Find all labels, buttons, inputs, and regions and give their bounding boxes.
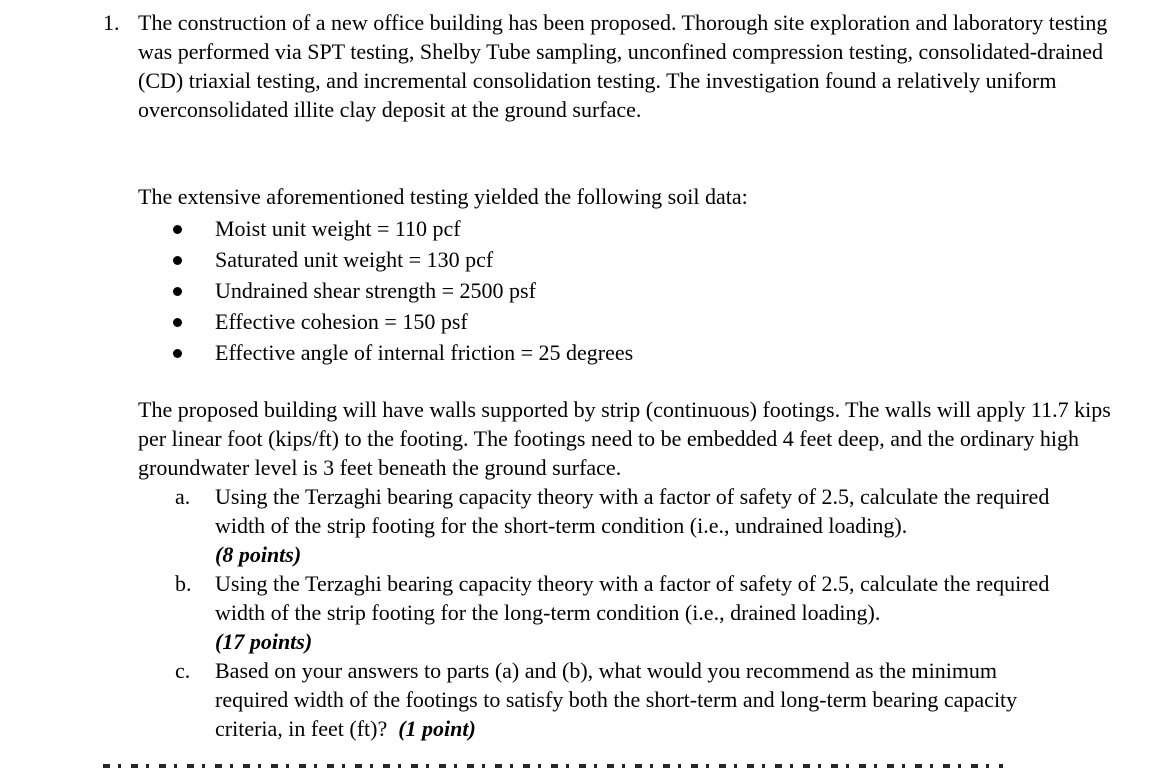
question-part-b: [0, 569, 1170, 656]
soil-data-text: Saturated unit weight = 130 pcf: [215, 247, 494, 272]
soil-data-text: Effective angle of internal friction = 25 degrees: [215, 340, 634, 365]
cutoff-text-fragment: [103, 764, 1003, 768]
soil-data-item: [0, 245, 1170, 276]
part-letter: c.: [175, 658, 191, 683]
part-text: Using the Terzaghi bearing capacity theory with a factor of safety of 2.5, calculate the required width of the strip footing for the long-term condition (i.e., drained loading).: [215, 571, 1050, 625]
soil-data-text: Moist unit weight = 110 pcf: [215, 216, 461, 241]
part-points: (17 points): [215, 629, 313, 654]
part-letter: b.: [175, 571, 192, 596]
part-text: Using the Terzaghi bearing capacity theory with a factor of safety of 2.5, calculate the required width of the strip footing for the short-term condition (i.e., undrained loading).: [215, 484, 1050, 538]
soil-data-item: [0, 276, 1170, 307]
next-question-cutoff: [0, 764, 1170, 778]
question-number: 1.: [103, 10, 120, 35]
question-parts: [0, 482, 1170, 743]
soil-data-item: [0, 307, 1170, 338]
part-text-container: [215, 569, 1075, 656]
question-intro: The construction of a new office building has been proposed. Thorough site exploration and laboratory testing was performed via SPT testing, Shelby Tube sampling, unconfined compression testing, consolidated-drained (CD) triaxial testing, and incremental consolidation testing. The investigation found a relatively uniform overconsolidated illite clay deposit at the ground surface.: [138, 10, 1108, 122]
part-text: Based on your answers to parts (a) and (b), what would you recommend as the minimum required width of the footings to satisfy both the short-term and long-term bearing capacity criteria, in feet (ft)?: [215, 658, 1018, 741]
bullet-icon: [173, 349, 182, 358]
question-part-c: [0, 656, 1170, 743]
question-part-a: [0, 482, 1170, 569]
bullet-icon: [173, 318, 182, 327]
soil-data-item: [0, 338, 1170, 369]
soil-data-text: Undrained shear strength = 2500 psf: [215, 278, 536, 303]
part-points: (1 point): [398, 716, 476, 741]
bullet-icon: [173, 256, 182, 265]
part-text-container: [215, 482, 1075, 569]
part-letter: a.: [175, 484, 191, 509]
building-description: The proposed building will have walls supported by strip (continuous) footings. The walls will apply 11.7 kips per linear foot (kips/ft) to the footing. The footings need to be embedded 4 feet deep, and the ordinary high groundwater level is 3 feet beneath the ground surface.: [138, 397, 1111, 480]
part-points: (8 points): [215, 542, 302, 567]
soil-data-text: Effective cohesion = 150 psf: [215, 309, 468, 334]
soil-data-lead: The extensive aforementioned testing yielded the following soil data:: [138, 184, 748, 209]
bullet-icon: [173, 287, 182, 296]
soil-data-list: [0, 214, 1170, 369]
bullet-icon: [173, 225, 182, 234]
soil-data-item: [0, 214, 1170, 245]
part-text-container: [215, 656, 1075, 743]
